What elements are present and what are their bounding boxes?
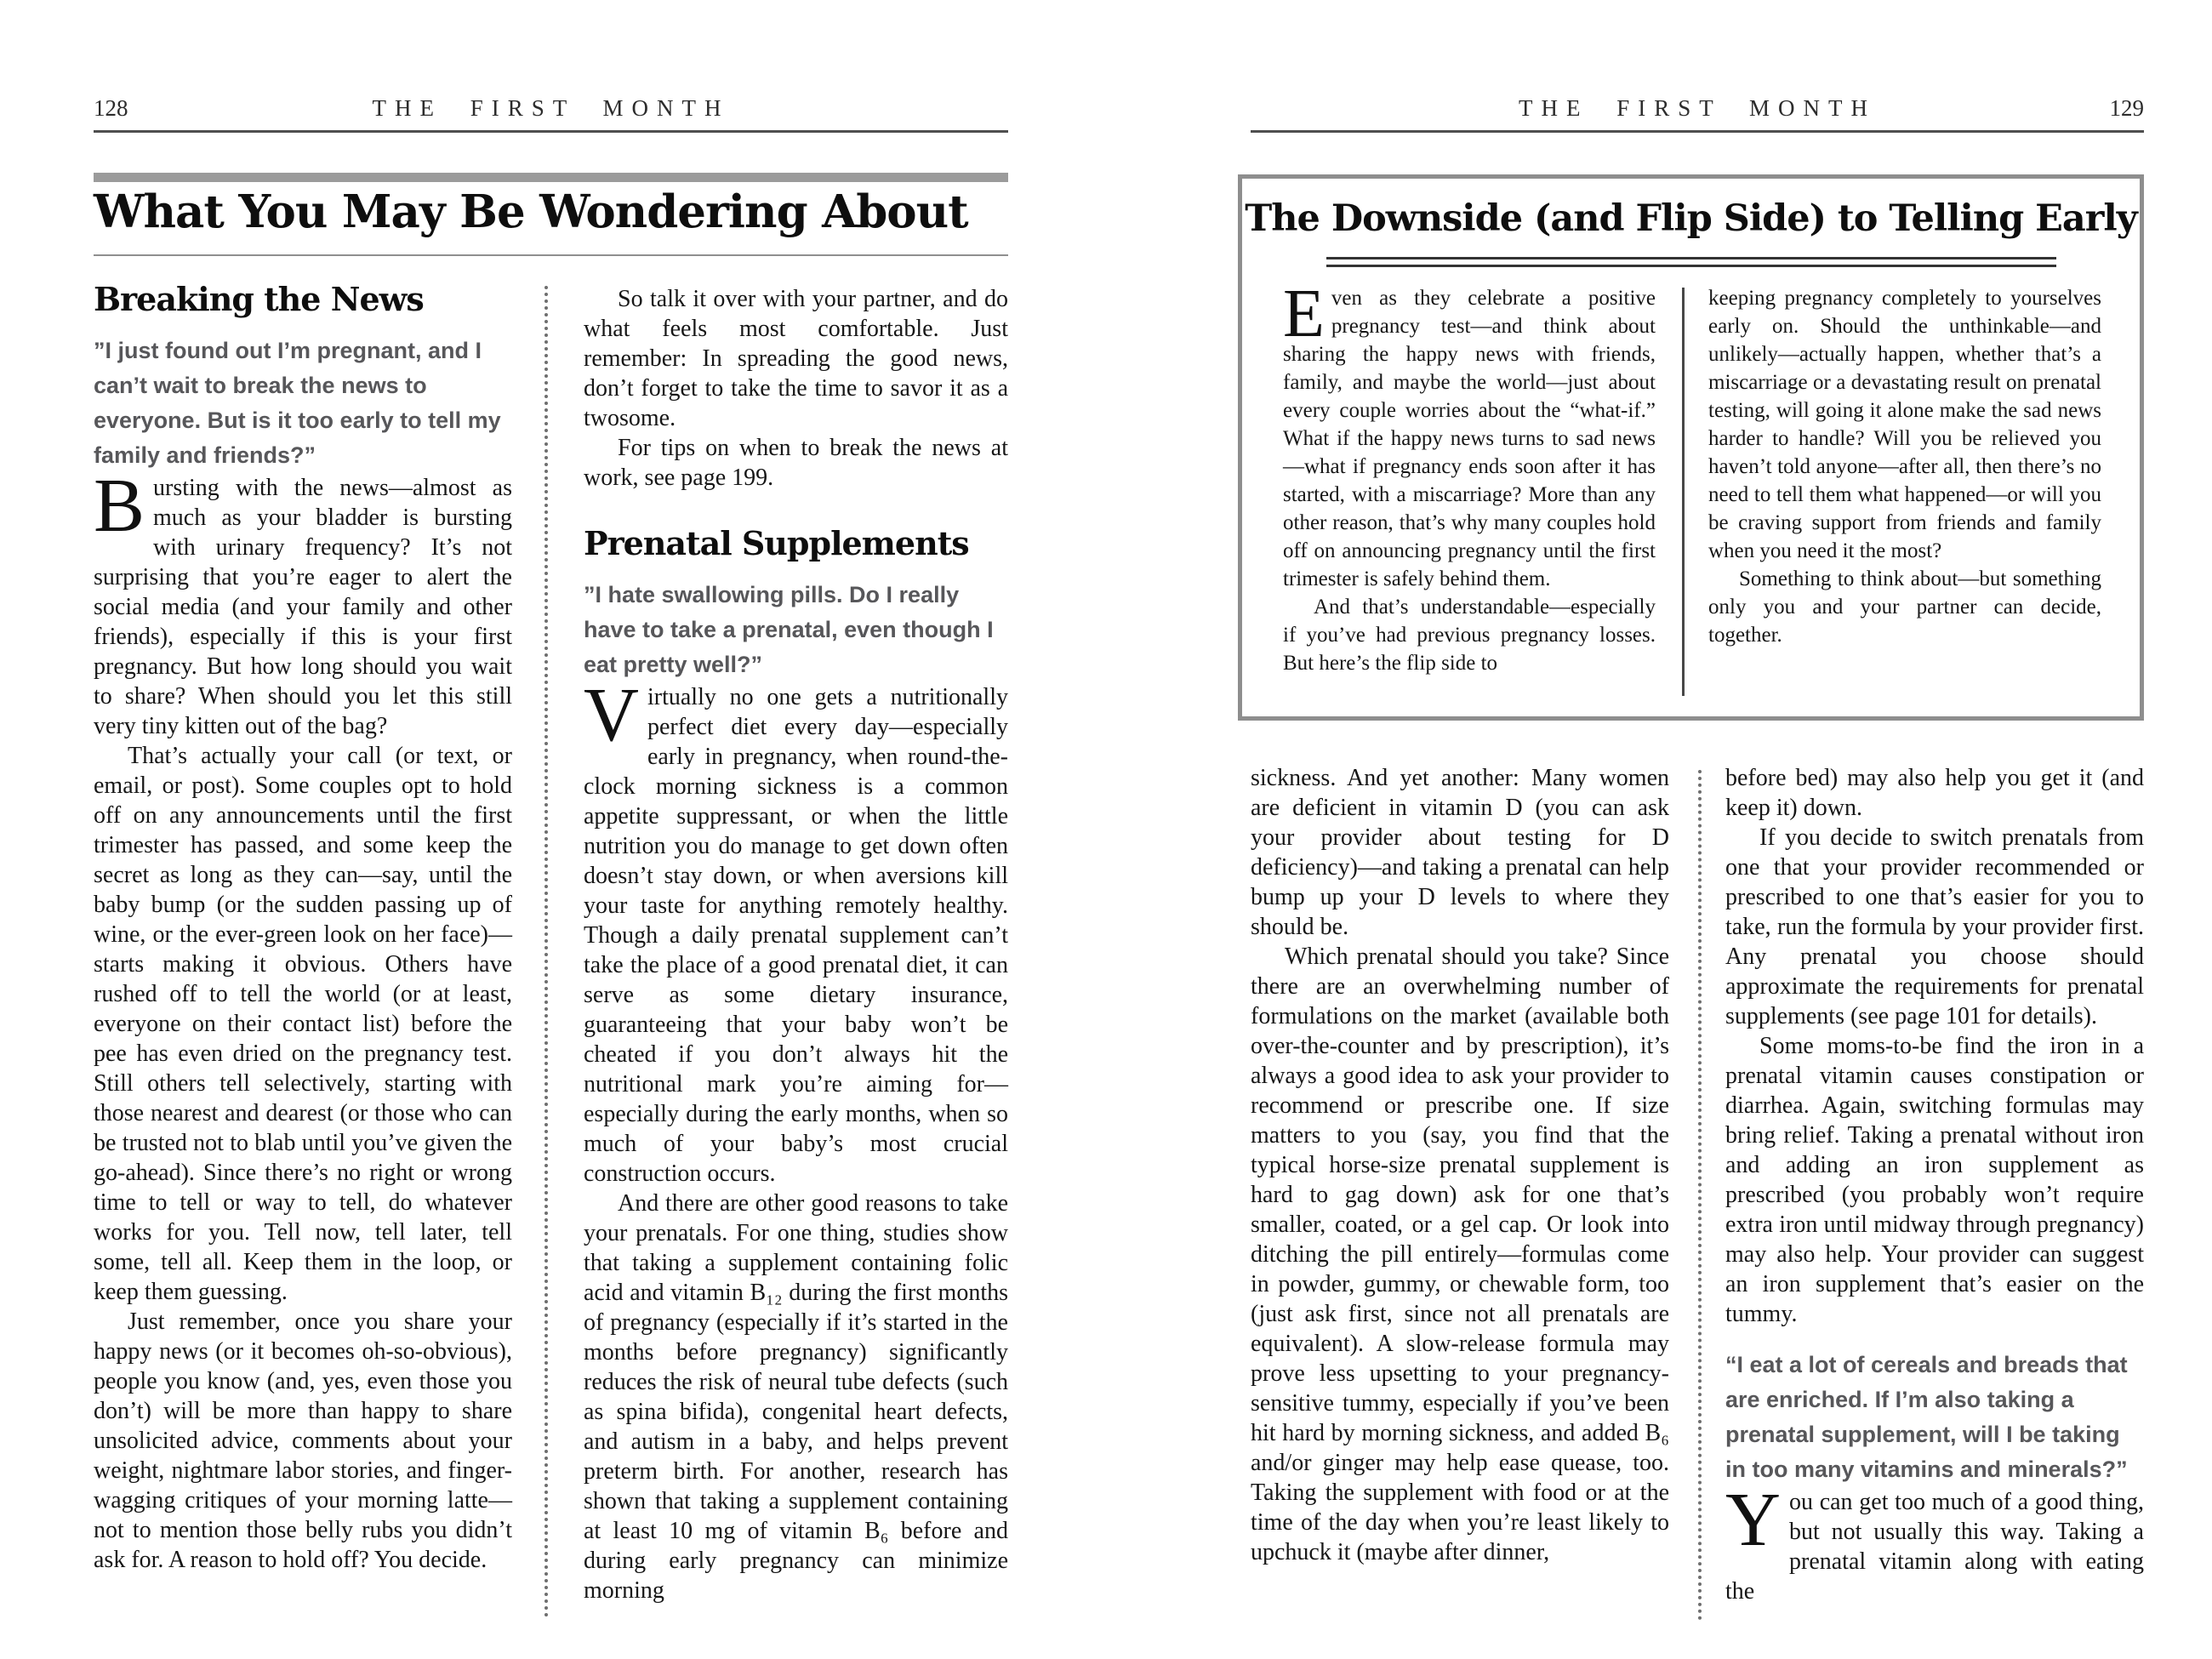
section-title-bar xyxy=(94,173,1008,182)
box-column-1 xyxy=(1283,276,1656,677)
header-rule-right xyxy=(1251,130,2144,133)
body-paragraph: If you decide to switch prenatals from one that your provider recommended or prescribed to one that’s easier for you to take, run the formula by your provider first. Any prenatal you choose should approximate the requirements for prenatal supplements (see page 101 for details). xyxy=(1725,824,2144,1029)
column-divider-dotted-left-page xyxy=(544,286,548,1618)
dropcap-y: Y xyxy=(1725,1478,1781,1562)
page-number-left: 128 xyxy=(94,95,128,121)
dropcap-v: V xyxy=(584,673,639,757)
body-paragraph xyxy=(94,464,512,741)
body-paragraph: For tips on when to break the news at work, see page 199. xyxy=(584,435,1008,491)
box-paragraph xyxy=(1283,276,1656,593)
dropcap-b: B xyxy=(94,464,145,548)
body-paragraph: before bed) may also help you get it (and keep it) down. xyxy=(1725,765,2144,821)
right-page-column-2 xyxy=(1725,763,2144,1606)
header-rule-left xyxy=(94,130,1008,133)
paragraph-text: ursting with the news—almost as much as your bladder is bursting with urinary frequency? It’s not surprising that you’re eager to alert the social media (and your family and other friends), especially if this is your first pregnancy. But how long should you wait to share? When should you let this still very tiny kitten out of the bag? xyxy=(94,475,512,739)
box-paragraph: Something to think about—but something only you and your partner can decide, together. xyxy=(1708,567,2101,647)
body-paragraph: That’s actually your call (or text, or email, or post). Some couples opt to hold off on any announcements until the first trimester has passed, and some keep the secret as long as they can—say, until the baby bump (or the sudden passing up of wine, or the ever-green look on her face)—starts making it obvious. Others have rushed off to tell the world (or at least, everyone on their contact list) before the pee has even dried on the pregnancy test. Still others tell selectively, starting with those nearest and dearest (or those who can be trusted not to blab until you’ve given the go-ahead). Since there’s no right or wrong time to tell or way to tell, do whatever works for you. Tell now, tell later, tell some, tell all. Keep them in the loop, or keep them guessing. xyxy=(94,743,512,1305)
heading-breaking-the-news: Breaking the News xyxy=(94,280,424,318)
body-paragraph: And there are other good reasons to take your prenatals. For one thing, studies show that taking a supplement containing folic acid and vitamin B₁₂ during the first months of pregnancy (especially if it’s started in the months before pregnancy) significantly reduces the risk of neural tube defects (such as spina bifida), congenital heart defects, and autism in a baby, and helps prevent preterm birth. For another, research has shown that taking a supplement containing at least 10 mg of vitamin B₆ before and during early pregnancy can minimize morning xyxy=(584,1190,1008,1604)
right-page-column-1 xyxy=(1251,763,1669,1567)
sidebar-box-telling-early xyxy=(1238,174,2144,721)
body-paragraph xyxy=(584,673,1008,1189)
body-paragraph: So talk it over with your partner, and do what feels most comfortable. Just remember: In spreading the good news, don’t forget to take the time to savor it as a twosome. xyxy=(584,286,1008,431)
body-paragraph: Which prenatal should you take? Since there are an overwhelming number of formulations on the market (available both over-the-counter and by prescription), it’s always a good idea to ask your provider to recommend or prescribe one. If size matters to you (say, you find that the typical horse-size prenatal supplement is hard to gag down) ask for one that’s smaller, coated, or a gel cap. Or look into ditching the pill entirely—formulas come in powder, gummy, or chewable form, too (just ask first, since not all prenatals are equivalent). A slow-release formula may prove less upsetting to your pregnancy-sensitive tummy, especially if you’ve been hit hard by morning sickness, and added B₆ and/or ginger may help ease quease, too. Taking the supplement with food or at the time of the day when you’re least likely to upchuck it (maybe after dinner, xyxy=(1251,944,1669,1565)
sidebar-box-title: The Downside (and Flip Side) to Telling Early xyxy=(1245,197,2137,240)
body-paragraph: sickness. And yet another: Many women are deficient in vitamin D (you can ask your provider about testing for D deficiency)—and taking a prenatal can help bump up your D levels to where they should be. xyxy=(1251,765,1669,940)
paragraph-text: ven as they celebrate a positive pregnancy test—and think about sharing the happy news with friends, family, and maybe the world—just about every couple worries about the “what-if.” What if the happy news turns to sad news—what if pregnancy ends soon after it has started, with a miscarriage? More than any other reason, that’s why many couples hold off on announcing pregnancy until the first trimester is safely behind them. xyxy=(1283,287,1656,590)
page-number-right: 129 xyxy=(2109,95,2144,121)
section-title-rule xyxy=(94,254,1008,256)
left-page-column-2 xyxy=(584,284,1008,1605)
box-paragraph: And that’s understandable—especially if you’ve had previous pregnancy losses. But here’s the flip side to xyxy=(1283,596,1656,675)
section-title: What You May Be Wondering About xyxy=(94,185,968,238)
column-divider-dotted-right-page xyxy=(1698,770,1702,1621)
reader-question-enriched-foods: “I eat a lot of cereals and breads that are enriched. If I’m also taking a prenatal supplement, will I be taking in too many vitamins and minerals?” xyxy=(1725,1352,2128,1482)
reader-question-breaking-news: ”I just found out I’m pregnant, and I can’t wait to break the news to everyone. But is it too early to tell my family and friends?” xyxy=(94,338,501,468)
left-page-column-1 xyxy=(94,281,512,1575)
body-paragraph xyxy=(1725,1478,2144,1606)
running-head-right: THE FIRST MONTH xyxy=(1518,95,1877,121)
sidebar-box-double-rule xyxy=(1326,257,2056,267)
paragraph-text: irtually no one gets a nutritionally perfect diet every day—especially early in pregnancy, when round-the-clock morning sickness is a common appetite suppressant, or when the little nutrition you do manage to get down often doesn’t stay down, or when aversions kill your taste for anything remotely healthy. Though a daily prenatal supplement can’t take the place of a good prenatal diet, it can serve as some dietary insurance, guaranteeing that your baby won’t be cheated if you don’t always hit the nutritional mark you’re aiming for—especially during the early months, when so much of your baby’s most crucial construction occurs. xyxy=(584,684,1008,1187)
body-paragraph: Just remember, once you share your happy news (or it becomes oh-so-obvious), people you know (and, yes, even those you don’t) will be more than happy to share unsolicited advice, comments about your weight, nightmare labor stories, and finger-wagging critiques of your morning latte—not to mention those belly rubs you didn’t ask for. A reason to hold off? You decide. xyxy=(94,1308,512,1573)
reader-question-prenatal: ”I hate swallowing pills. Do I really have to take a prenatal, even though I eat pretty well?” xyxy=(584,582,994,677)
dropcap-e: E xyxy=(1283,276,1325,351)
body-paragraph: Some moms-to-be find the iron in a prenatal vitamin causes constipation or diarrhea. Again, switching formulas may bring relief. Taking a prenatal without iron and adding an iron supplement as prescribed (you probably won’t require extra iron until midway through pregnancy) may also help. Your provider can suggest an iron supplement that’s easier on the tummy. xyxy=(1725,1033,2144,1327)
box-column-2 xyxy=(1708,284,2101,649)
heading-prenatal-supplements: Prenatal Supplements xyxy=(584,524,969,562)
box-column-divider xyxy=(1682,288,1685,696)
paragraph-text: ou can get too much of a good thing, but not usually this way. Taking a prenatal vitamin along with eating the xyxy=(1725,1489,2144,1605)
box-paragraph: keeping pregnancy completely to yourselves early on. Should the unthinkable—and unlikely—actually happen, whether that’s a miscarriage or a devastating result on prenatal testing, will going it alone make the sad news harder to handle? Will you be relieved you haven’t told anyone—after all, then there’s no need to tell them what happened—or will you be craving support from friends and family when you need it the most? xyxy=(1708,287,2101,562)
running-head-left: THE FIRST MONTH xyxy=(372,95,730,121)
